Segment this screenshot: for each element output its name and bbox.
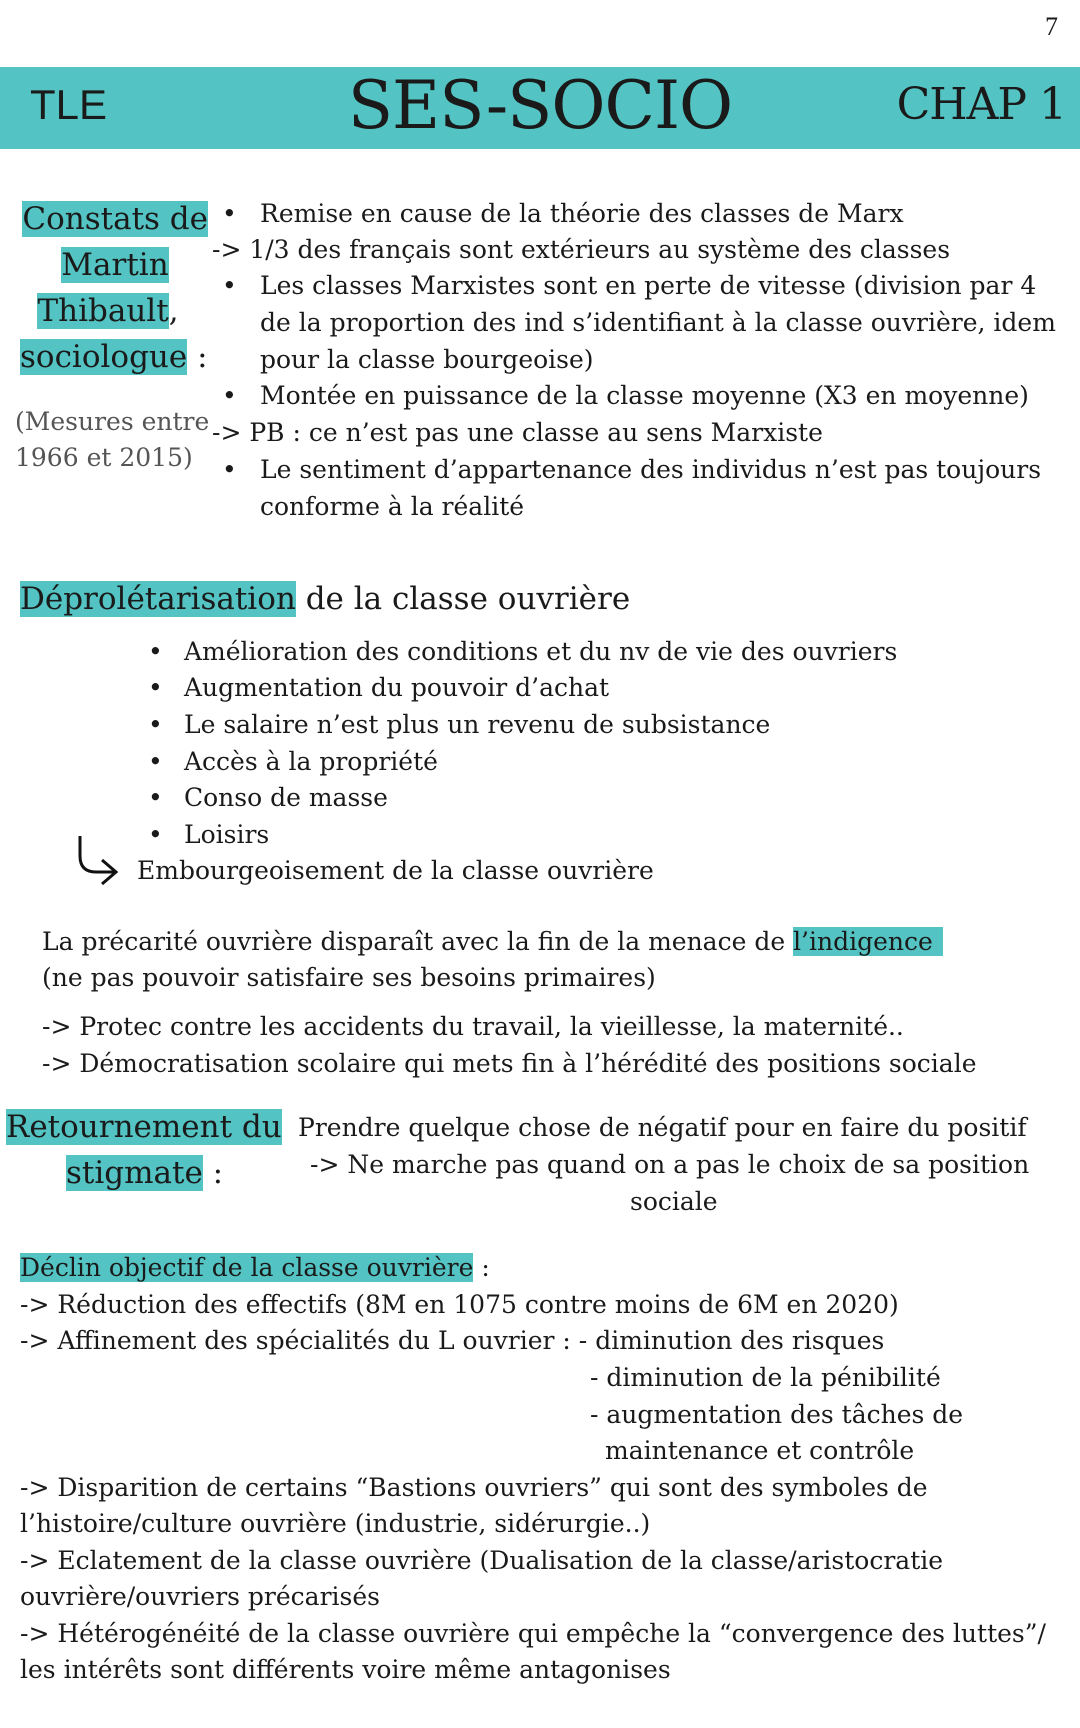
section-label: Martin (61, 247, 169, 283)
curved-arrow-icon (74, 834, 120, 892)
section-label: stigmate : (66, 1155, 224, 1191)
arrow-line: les intérêts sont différents voire même antagonises (20, 1655, 671, 1684)
list-item: • Les classes Marxistes sont en perte de vitesse (division par 4 (222, 271, 1037, 300)
section-label: Thibault (37, 293, 169, 329)
page-title: SES-SOCIO (347, 67, 733, 144)
arrow-line: -> Affinement des spécialités du L ouvrier : - diminution des risques (20, 1326, 885, 1355)
definition-text: Prendre quelque chose de négatif pour en faire du positif (298, 1113, 1027, 1142)
section-label: Constats de (22, 201, 208, 237)
section-label: Retournement du (6, 1109, 282, 1145)
arrow-line: sociale (630, 1187, 718, 1216)
level-label: TLE (30, 81, 108, 128)
arrow-line: ouvrière/ouvriers précarisés (20, 1582, 380, 1611)
sub-item: - diminution de la pénibilité (590, 1363, 941, 1392)
measure-note: 1966 et 2015) (15, 443, 193, 472)
arrow-line: -> Réduction des effectifs (8M en 1075 contre moins de 6M en 2020) (20, 1290, 899, 1319)
section-title: Déclin objectif de la classe ouvrière : (20, 1253, 490, 1282)
measure-note: (Mesures entre (15, 407, 210, 436)
arrow-line: -> Ne marche pas quand on a pas le choix de sa position (310, 1150, 1030, 1179)
chapter-label: CHAP 1 (896, 79, 1066, 130)
list-item: pour la classe bourgeoise) (260, 345, 594, 374)
section-label: sociologue (20, 339, 188, 375)
list-item: • Le salaire n’est plus un revenu de subsistance (148, 710, 771, 739)
header-banner (0, 67, 1080, 149)
page-number: 7 (1045, 12, 1058, 41)
list-item: • Amélioration des conditions et du nv de vie des ouvriers (148, 637, 898, 666)
paragraph-line: (ne pas pouvoir satisfaire ses besoins primaires) (42, 963, 656, 992)
list-item: • Loisirs (148, 820, 270, 849)
arrow-line: l’histoire/culture ouvrière (industrie, sidérurgie..) (20, 1509, 651, 1538)
conclusion-text: Embourgeoisement de la classe ouvrière (137, 856, 654, 885)
sub-item: - augmentation des tâches de (590, 1400, 964, 1429)
arrow-line: -> Protec contre les accidents du travail, la vieillesse, la maternité.. (42, 1012, 904, 1041)
list-item: • Remise en cause de la théorie des classes de Marx (222, 199, 904, 228)
paragraph-line: La précarité ouvrière disparaît avec la fin de la menace de l’indigence (42, 924, 943, 960)
list-item: conforme à la réalité (260, 492, 525, 521)
arrow-line: -> Hétérogénéité de la classe ouvrière qui empêche la “convergence des luttes”/ (20, 1619, 1046, 1648)
list-item: -> 1/3 des français sont extérieurs au système des classes (212, 235, 951, 264)
list-item: • Accès à la propriété (148, 747, 438, 776)
arrow-line: -> Disparition de certains “Bastions ouvriers” qui sont des symboles de (20, 1473, 928, 1502)
list-item: -> PB : ce n’est pas une classe au sens Marxiste (212, 418, 823, 447)
highlight-term: l’indigence (793, 927, 943, 956)
list-item: • Le sentiment d’appartenance des individus n’est pas toujours (222, 455, 1042, 484)
list-item: • Montée en puissance de la classe moyenne (X3 en moyenne) (222, 381, 1029, 410)
arrow-line: -> Eclatement de la classe ouvrière (Dualisation de la classe/aristocratie (20, 1546, 944, 1575)
list-item: • Augmentation du pouvoir d’achat (148, 673, 610, 702)
sub-item: maintenance et contrôle (605, 1436, 915, 1465)
list-item: de la proportion des ind s’identifiant à la classe ouvrière, idem (260, 308, 1056, 337)
section-title: Déprolétarisation de la classe ouvrière (20, 581, 631, 617)
list-item: • Conso de masse (148, 783, 388, 812)
arrow-line: -> Démocratisation scolaire qui mets fin à l’hérédité des positions sociale (42, 1049, 977, 1078)
